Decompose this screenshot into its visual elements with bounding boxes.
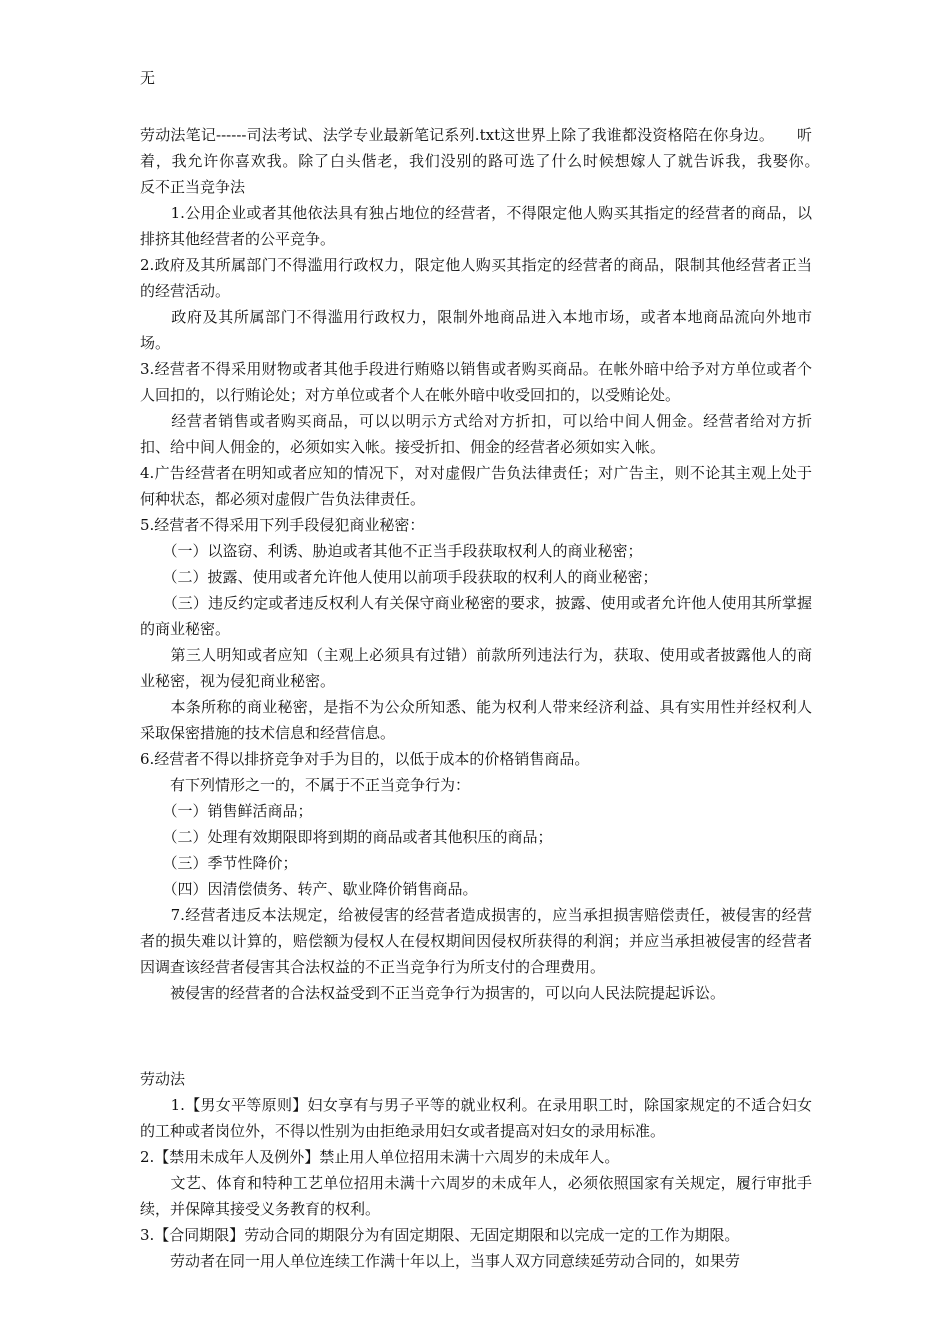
paragraph: 政府及其所属部门不得滥用行政权力，限制外地商品进入本地市场，或者本地商品流向外地市场。	[140, 308, 812, 352]
paragraph: 2.【禁用未成年人及例外】禁止用人单位招用未满十六周岁的未成年人。	[140, 1148, 620, 1166]
paragraph: 劳动法笔记------司法考试、法学专业最新笔记系列.txt这世界上除了我谁都没资格陪在你身边。 听着，我允许你喜欢我。除了白头偕老，我们没别的路可选了什么时候想嫁人了就告诉我，我娶你。 反不正当竞争法	[140, 126, 843, 196]
paragraph: 劳动者在同一用人单位连续工作满十年以上，当事人双方同意续延劳动合同的，如果劳	[140, 1252, 741, 1270]
paragraph: （四）因清偿债务、转产、歇业降价销售商品。	[140, 880, 478, 898]
paragraph: 1.公用企业或者其他依法具有独占地位的经营者，不得限定他人购买其指定的经营者的商品，以排挤其他经营者的公平竞争。	[140, 204, 812, 248]
paragraph: 被侵害的经营者的合法权益受到不正当竞争行为损害的，可以向人民法院提起诉讼。	[140, 984, 726, 1002]
document-body	[140, 122, 843, 1274]
paragraph: 1.【男女平等原则】妇女享有与男子平等的就业权利。在录用职工时，除国家规定的不适合妇女的工种或者岗位外，不得以性别为由拒绝录用妇女或者提高对妇女的录用标准。	[140, 1096, 812, 1140]
section-title: 劳动法	[140, 1070, 186, 1088]
paragraph: 有下列情形之一的，不属于不正当竞争行为：	[140, 776, 471, 794]
paragraph: 2.政府及其所属部门不得滥用行政权力，限定他人购买其指定的经营者的商品，限制其他经营者正当的经营活动。	[140, 256, 812, 300]
paragraph: （三）季节性降价；	[140, 854, 298, 872]
paragraph: 7.经营者违反本法规定，给被侵害的经营者造成损害的，应当承担损害赔偿责任，被侵害的经营者的损失难以计算的，赔偿额为侵权人在侵权期间因侵权所获得的利润；并应当承担被侵害的经营者因调查该经营者侵害其合法权益的不正当竞争行为所支付的合理费用。	[140, 906, 812, 976]
section-spacer	[140, 1006, 812, 1066]
paragraph: 3.【合同期限】劳动合同的期限分为有固定期限、无固定期限和以完成一定的工作为期限。	[140, 1226, 740, 1244]
paragraph: （二）披露、使用或者允许他人使用以前项手段获取的权利人的商业秘密；	[140, 568, 658, 586]
paragraph: （二）处理有效期限即将到期的商品或者其他积压的商品；	[140, 828, 553, 846]
paragraph: （一）以盗窃、利诱、胁迫或者其他不正当手段获取权利人的商业秘密；	[140, 542, 643, 560]
paragraph: 3.经营者不得采用财物或者其他手段进行贿赂以销售或者购买商品。在帐外暗中给予对方单位或者个人回扣的，以行贿论处；对方单位或者个人在帐外暗中收受回扣的，以受贿论处。	[140, 360, 812, 404]
paragraph: 6.经营者不得以排挤竞争对手为目的，以低于成本的价格销售商品。	[140, 750, 590, 768]
page-header: 无	[140, 69, 156, 87]
paragraph: （三）违反约定或者违反权利人有关保守商业秘密的要求，披露、使用或者允许他人使用其所掌握的商业秘密。	[140, 594, 812, 638]
paragraph: 第三人明知或者应知（主观上必须具有过错）前款所列违法行为，获取、使用或者披露他人的商业秘密，视为侵犯商业秘密。	[140, 646, 812, 690]
paragraph: 4.广告经营者在明知或者应知的情况下，对对虚假广告负法律责任；对广告主，则不论其主观上处于何种状态，都必须对虚假广告负法律责任。	[140, 464, 812, 508]
paragraph: （一）销售鲜活商品；	[140, 802, 313, 820]
paragraph: 文艺、体育和特种工艺单位招用未满十六周岁的未成年人，必须依照国家有关规定，履行审批手续，并保障其接受义务教育的权利。	[140, 1174, 812, 1218]
paragraph: 本条所称的商业秘密，是指不为公众所知悉、能为权利人带来经济利益、具有实用性并经权利人采取保密措施的技术信息和经营信息。	[140, 698, 812, 742]
paragraph: 经营者销售或者购买商品，可以以明示方式给对方折扣，可以给中间人佣金。经营者给对方折扣、给中间人佣金的，必须如实入帐。接受折扣、佣金的经营者必须如实入帐。	[140, 412, 812, 456]
paragraph: 5.经营者不得采用下列手段侵犯商业秘密：	[140, 516, 425, 534]
